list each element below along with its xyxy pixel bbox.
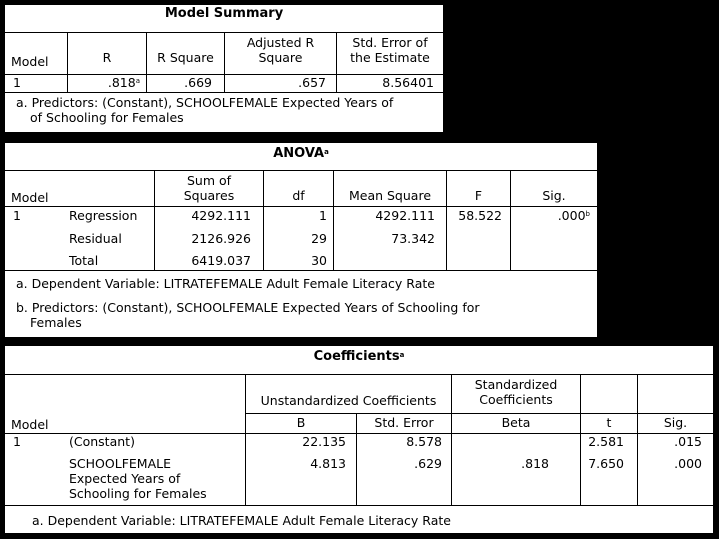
coef-row-beta: .818 (521, 456, 549, 471)
ms-row-r-sup: a (135, 77, 140, 85)
anova-row-label: Total (69, 253, 99, 268)
coef-model-num: 1 (13, 434, 21, 449)
ms-header-r: R (102, 50, 112, 65)
ms-row-model: 1 (13, 75, 21, 90)
anova-row-mean-sq: 4292.111 (375, 208, 435, 223)
ms-row-r-square: .669 (184, 75, 212, 90)
anova-footnote-a: a. Dependent Variable: LITRATEFEMALE Adult Female Literacy Rate (16, 276, 435, 291)
ms-header-r-square: R Square (157, 50, 214, 65)
anova-row-f: 58.522 (458, 208, 502, 223)
coef-row-std-error: .629 (414, 456, 442, 471)
ms-footnote-2: of Schooling for Females (30, 110, 184, 125)
anova-title-sup: a (324, 148, 329, 156)
anova-header-sum-sq-1: Sum of (186, 173, 232, 188)
coef-header-beta: Beta (501, 415, 531, 430)
coef-header-unstd: Unstandardized Coefficients (260, 393, 437, 408)
model-summary-panel (5, 5, 443, 132)
coef-row-std-error: 8.578 (406, 434, 442, 449)
anova-row-df: 1 (319, 208, 327, 223)
coef-header-std-error: Std. Error (374, 415, 434, 430)
anova-row-sum-sq: 4292.111 (191, 208, 251, 223)
ms-header-std-err-1: Std. Error of (352, 35, 428, 50)
coef-row-label-2: Expected Years of (69, 471, 181, 486)
ms-footnote-1: a. Predictors: (Constant), SCHOOLFEMALE Expected Years of (16, 95, 394, 110)
model-summary-title: Model Summary (164, 6, 284, 21)
anova-row-sig-sup: b (585, 210, 590, 218)
coefficients-title-sup: a (399, 351, 405, 359)
ms-row-adj-r-square: .657 (298, 75, 326, 90)
anova-row-mean-sq: 73.342 (391, 231, 435, 246)
ms-header-std-err-2: the Estimate (350, 50, 430, 65)
ms-row-r: .818$^a$ (107, 75, 140, 90)
coef-header-t: t (606, 415, 612, 430)
anova-row-df: 29 (311, 231, 327, 246)
anova-row-df: 30 (311, 253, 327, 268)
ms-header-adj-r-1: Adjusted R (246, 35, 315, 50)
coef-row-label: (Constant) (69, 434, 135, 449)
ms-header-adj-r-2: Square (258, 50, 303, 65)
coef-header-sig: Sig. (663, 415, 688, 430)
anova-header-model: Model (11, 190, 49, 205)
coef-row-label-3: Schooling for Females (69, 486, 207, 501)
anova-row-sum-sq: 6419.037 (191, 253, 251, 268)
coef-row-t: 7.650 (588, 456, 624, 471)
coef-row-sig: .015 (674, 434, 702, 449)
coef-row-b: 4.813 (310, 456, 346, 471)
anova-footnote-b-2: Females (30, 315, 82, 330)
coef-header-model: Model (11, 417, 49, 432)
coef-row-t: 2.581 (588, 434, 624, 449)
coefficients-panel (5, 346, 713, 533)
anova-header-df: df (292, 188, 305, 203)
anova-header-sum-sq-2: Squares (183, 188, 235, 203)
anova-row-sum-sq: 2126.926 (191, 231, 251, 246)
anova-model-num: 1 (13, 208, 21, 223)
coef-header-b: B (296, 415, 306, 430)
ms-row-std-err: 8.56401 (382, 75, 434, 90)
coef-row-sig: .000 (674, 456, 702, 471)
coefficients-title: Coefficients$^a$ (313, 349, 405, 364)
coef-header-std-1: Standardized (474, 377, 558, 392)
anova-title: ANOVA$^a$ (273, 146, 329, 161)
anova-header-sig: Sig. (542, 188, 566, 203)
anova-panel (5, 143, 597, 337)
coef-row-label-1: SCHOOLFEMALE (69, 456, 171, 471)
coef-row-b: 22.135 (302, 434, 346, 449)
anova-header-f: F (474, 188, 483, 203)
anova-row-label: Regression (69, 208, 138, 223)
ms-header-model: Model (11, 54, 49, 69)
anova-footnote-b-1: b. Predictors: (Constant), SCHOOLFEMALE Expected Years of Schooling for (16, 300, 480, 315)
coef-footnote-a: a. Dependent Variable: LITRATEFEMALE Adult Female Literacy Rate (32, 513, 451, 528)
anova-row-sig: .000$^b$ (557, 208, 590, 223)
anova-header-mean-sq: Mean Square (348, 188, 432, 203)
coef-header-std-2: Coefficients (479, 392, 553, 407)
anova-row-label: Residual (69, 231, 122, 246)
